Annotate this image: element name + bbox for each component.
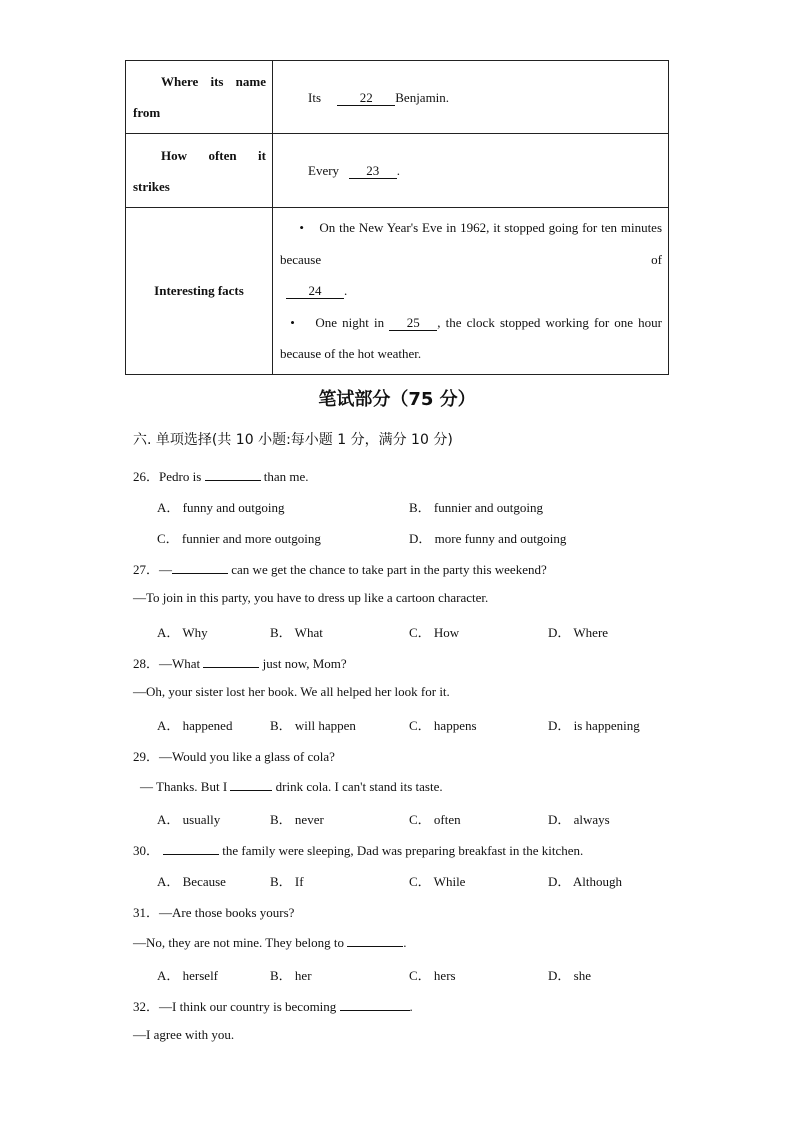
row-value: Every 23 .	[273, 134, 669, 208]
info-table	[125, 60, 669, 375]
answer-blank	[205, 468, 261, 481]
label-line: How often it	[161, 147, 266, 163]
blank-24: 24	[286, 284, 344, 299]
bullet-icon: •	[299, 220, 304, 235]
option-d[interactable]: D． she	[548, 968, 591, 983]
row-label	[126, 61, 273, 134]
option-a[interactable]: A． funny and outgoing	[157, 500, 285, 515]
answer-blank	[230, 778, 272, 791]
question-31-response: —No, they are not mine. They belong to .	[133, 935, 407, 950]
answer-blank	[347, 934, 403, 947]
fact-1: • On the New Year's Eve in 1962, it stopped going for ten minutes because of	[280, 220, 663, 267]
option-a[interactable]: A． herself	[157, 968, 219, 983]
question-29: 29．—Would you like a glass of cola?	[133, 749, 335, 764]
option-a[interactable]: A． happened	[157, 718, 233, 733]
question-27: 27．— can we get the chance to take part in the party this weekend?	[133, 562, 547, 577]
fact-2: • One night in 25 , the clock stopped working for one hour because of the hot weather.	[280, 314, 663, 361]
option-b[interactable]: B． If	[270, 874, 304, 889]
bullet-icon: •	[290, 314, 295, 330]
part-title: 六. 单项选择(共 10 小题:每小题 1 分，满分 10 分)	[133, 432, 453, 448]
row-label: Interesting facts	[126, 208, 273, 375]
question-29-response: — Thanks. But I drink cola. I can't stand its taste.	[140, 779, 443, 794]
option-b[interactable]: B． her	[270, 968, 312, 983]
answer-blank	[203, 655, 259, 668]
table-row	[126, 61, 669, 134]
option-c[interactable]: C． happens	[409, 718, 477, 733]
blank-25: 25	[389, 316, 437, 331]
option-d[interactable]: D． more funny and outgoing	[409, 531, 567, 546]
option-c[interactable]: C． funnier and more outgoing	[157, 531, 321, 546]
table-row	[126, 208, 669, 375]
answer-blank	[172, 561, 228, 574]
option-d[interactable]: D． always	[548, 812, 610, 827]
row-label	[126, 134, 273, 208]
option-c[interactable]: C． How	[409, 625, 460, 640]
section-title: 笔试部分（75 分）	[318, 389, 476, 410]
label-line: from	[133, 105, 161, 120]
option-d[interactable]: D． Although	[548, 874, 623, 889]
option-a[interactable]: A． usually	[157, 812, 221, 827]
question-31: 31．—Are those books yours?	[133, 905, 295, 920]
question-27-response: —To join in this party, you have to dress up like a cartoon character.	[133, 590, 489, 605]
label-line: strikes	[133, 178, 170, 194]
option-b[interactable]: B． What	[270, 625, 323, 640]
option-c[interactable]: C． hers	[409, 968, 456, 983]
row-value	[273, 208, 669, 375]
fact-1-cont: 24 .	[280, 275, 662, 307]
table-row	[126, 134, 669, 208]
option-d[interactable]: D． is happening	[548, 718, 640, 733]
option-b[interactable]: B． will happen	[270, 718, 356, 733]
answer-blank	[163, 842, 219, 855]
question-26: 26．Pedro is than me.	[133, 469, 309, 484]
option-a[interactable]: A． Because	[157, 874, 226, 889]
option-c[interactable]: C． often	[409, 812, 461, 827]
blank-22: 22	[337, 91, 395, 106]
question-30: 30． the family were sleeping, Dad was preparing breakfast in the kitchen.	[133, 843, 584, 858]
option-d[interactable]: D． Where	[548, 625, 609, 640]
answer-blank	[340, 998, 410, 1011]
question-28-response: —Oh, your sister lost her book. We all helped her look for it.	[133, 684, 450, 699]
question-28: 28．—What just now, Mom?	[133, 656, 347, 671]
option-b[interactable]: B． funnier and outgoing	[409, 500, 543, 515]
option-c[interactable]: C． While	[409, 874, 466, 889]
option-a[interactable]: A． Why	[157, 625, 208, 640]
question-32-response: —I agree with you.	[133, 1027, 235, 1042]
label-line: Where its name	[161, 74, 266, 89]
row-value: Its 22 Benjamin.	[273, 61, 669, 134]
blank-23: 23	[349, 164, 397, 179]
question-32: 32．—I think our country is becoming .	[133, 999, 413, 1014]
option-b[interactable]: B． never	[270, 812, 324, 827]
